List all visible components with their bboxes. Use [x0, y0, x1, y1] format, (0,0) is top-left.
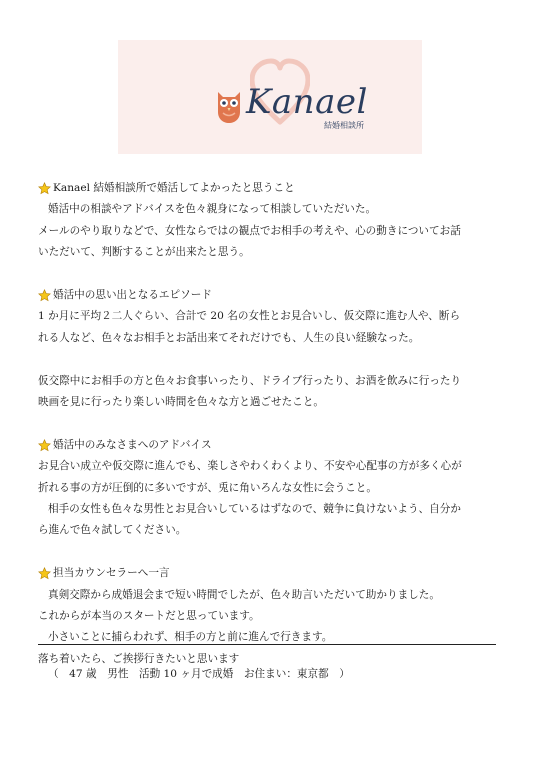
body-line: いただいて、判断することが出来たと思う。 — [38, 246, 250, 259]
star-icon — [38, 567, 51, 580]
heading-text: 婚活中の思い出となるエピソード — [53, 289, 212, 302]
body-line: お見合い成立や仮交際に進んでも、楽しさやわくわくより、不安や心配事の方が多く心が — [38, 460, 462, 473]
body-line: 婚活中の相談やアドバイスを色々親身になって相談していただいた。 — [48, 203, 377, 216]
body-line: 小さいことに捕らわれず、相手の方と前に進んで行きます。 — [48, 631, 333, 644]
brand-logo-text: Kanael — [246, 82, 368, 122]
body-line: 1 か月に平均２二人ぐらい、合計で 20 名の女性とお見合いし、仮交際に進む人や、断ら — [38, 310, 461, 323]
section-heading — [38, 563, 500, 584]
logo-banner — [118, 40, 422, 154]
body-line: ら進んで色々試してください。 — [38, 524, 187, 537]
section-heading — [38, 178, 500, 199]
body-line: 落ち着いたら、ご挨拶行きたいと思います — [38, 652, 240, 665]
section-message-to-counselor — [38, 563, 500, 670]
heading-text: 婚活中のみなさまへのアドバイス — [53, 438, 212, 451]
body-line: れる人など、色々なお相手とお話出来てそれだけでも、人生の良い経験なった。 — [38, 331, 420, 344]
body-line: これからが本当のスタートだと思っています。 — [38, 610, 260, 623]
section-heading — [38, 285, 500, 306]
section-good-points — [38, 178, 500, 264]
section-episode — [38, 285, 500, 413]
section-advice — [38, 435, 500, 542]
profile-footer: （ 47 歳 男性 活動 10 ヶ月で成婚 お住まい：東京都 ） — [48, 668, 350, 680]
star-icon — [38, 439, 51, 452]
body-line: 真剣交際から成婚退会まで短い時間でしたが、色々助言いただいて助かりました。 — [48, 588, 440, 601]
star-icon — [38, 182, 51, 195]
owl-icon — [214, 88, 244, 124]
body-line: メールのやり取りなどで、女性ならではの観点でお相手の考えや、心の動きについてお話 — [38, 224, 461, 237]
body-line: 相手の女性も色々な男性とお見合いしているはずなので、競争に負けないよう、自分か — [48, 503, 461, 516]
body-line: 映画を見に行ったり楽しい時間を色々な方と過ごせたこと。 — [38, 396, 325, 409]
section-heading — [38, 435, 500, 456]
body-line: 折れる事の方が圧倒的に多いですが、兎に角いろんな女性に会うこと。 — [38, 481, 377, 494]
star-icon — [38, 289, 51, 302]
body-line: 仮交際中にお相手の方と色々お食事いったり、ドライブ行ったり、お酒を飲みに行ったり — [38, 374, 462, 387]
brand-logo-subtitle: 結婚相談所 — [324, 121, 364, 130]
heading-text: 担当カウンセラーへ一言 — [53, 567, 170, 580]
divider — [38, 644, 496, 645]
testimonial-content — [38, 178, 500, 670]
heading-text: Kanael 結婚相談所で婚活してよかったと思うこと — [53, 182, 295, 194]
